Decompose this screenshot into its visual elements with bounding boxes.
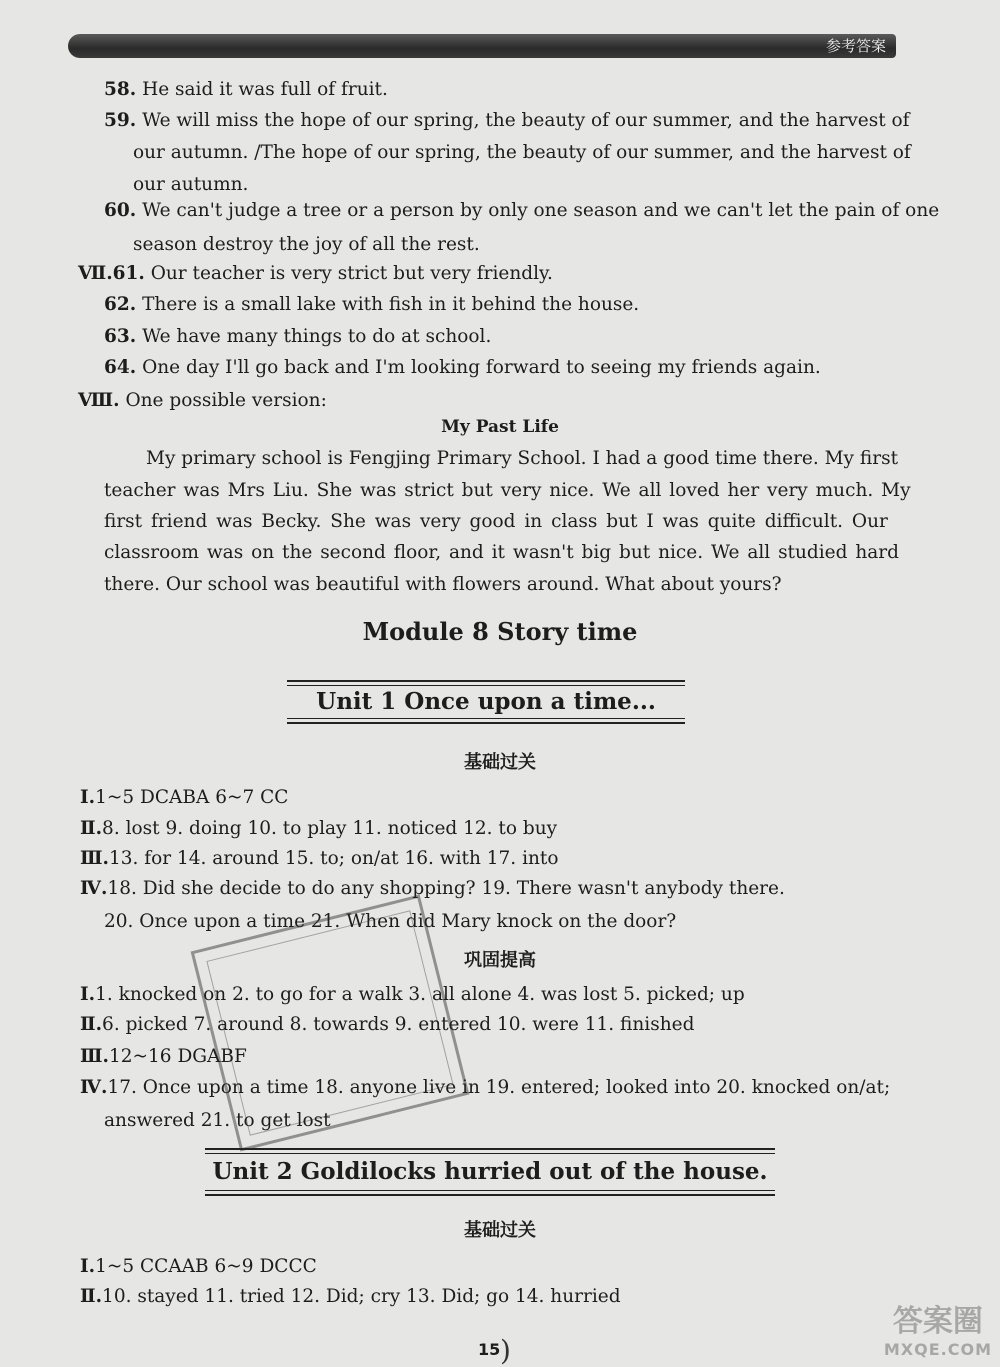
- unit-1-section-basic: 基础过关: [464, 752, 536, 773]
- unit1-adv-row-3: Ⅲ.12~16 DGABF: [80, 1046, 247, 1067]
- answer-64: 64. One day I'll go back and I'm looking forward to seeing my friends again.: [104, 357, 821, 378]
- unit2-basic-row-1: Ⅰ.1~5 CCAAB 6~9 DCCC: [80, 1256, 317, 1277]
- essay-line-5: there. Our school was beautiful with flowers around. What about yours?: [104, 574, 782, 595]
- unit-1-title: Unit 1 Once upon a time...: [287, 680, 685, 724]
- answer-59-cont1: our autumn. /The hope of our spring, the beauty of our summer, and the harvest of: [133, 142, 911, 163]
- section-8-intro: Ⅷ. One possible version:: [78, 390, 327, 411]
- essay-title: My Past Life: [441, 417, 559, 437]
- essay-line-3: first friend was Becky. She was very good in class but I was quite difficult. Our: [104, 511, 888, 532]
- answer-63: 63. We have many things to do at school.: [104, 326, 492, 347]
- watermark-logo: 答案圈 MXQE.COM: [883, 1304, 992, 1359]
- module-title: Module 8 Story time: [362, 617, 638, 646]
- essay-line-4: classroom was on the second floor, and it wasn't big but nice. We all studied hard: [104, 542, 899, 563]
- unit-1-section-advanced: 巩固提高: [464, 950, 536, 971]
- answer-61: Ⅶ.61. Our teacher is very strict but very friendly.: [78, 263, 553, 284]
- answer-58: 58. He said it was full of fruit.: [104, 79, 388, 100]
- unit1-basic-row-5: 20. Once upon a time 21. When did Mary knock on the door?: [104, 911, 677, 932]
- unit1-adv-row-2: Ⅱ.6. picked 7. around 8. towards 9. entered 10. were 11. finished: [80, 1014, 695, 1035]
- essay-line-1: My primary school is Fengjing Primary School. I had a good time there. My first: [146, 448, 899, 469]
- unit1-adv-row-1: Ⅰ.1. knocked on 2. to go for a walk 3. all alone 4. was lost 5. picked; up: [80, 984, 745, 1005]
- unit1-basic-row-1: Ⅰ.1~5 DCABA 6~7 CC: [80, 787, 289, 808]
- header-bar: [68, 34, 896, 58]
- answer-59: 59. We will miss the hope of our spring, the beauty of our summer, and the harvest of: [104, 110, 910, 131]
- essay-line-2: teacher was Mrs Liu. She was strict but very nice. We all loved her very much. My: [104, 480, 911, 501]
- answer-60: 60. We can't judge a tree or a person by only one season and we can't let the pain of one: [104, 200, 940, 221]
- unit1-basic-row-3: Ⅲ.13. for 14. around 15. to; on/at 16. with 17. into: [80, 848, 559, 869]
- unit2-basic-row-2: Ⅱ.10. stayed 11. tried 12. Did; cry 13. Did; go 14. hurried: [80, 1286, 621, 1307]
- unit1-adv-row-5: answered 21. to get lost: [104, 1110, 331, 1131]
- unit1-adv-row-4: Ⅳ.17. Once upon a time 18. anyone live in 19. entered; looked into 20. knocked on/at;: [80, 1077, 891, 1098]
- unit-2-title: Unit 2 Goldilocks hurried out of the house.: [205, 1148, 775, 1196]
- page-number: 15: [478, 1340, 501, 1359]
- answer-62: 62. There is a small lake with fish in it behind the house.: [104, 294, 640, 315]
- unit1-basic-row-4: Ⅳ.18. Did she decide to do any shopping? 19. There wasn't anybody there.: [80, 878, 785, 899]
- page-number-bracket-icon: ): [500, 1334, 511, 1367]
- unit-2-section-basic: 基础过关: [464, 1220, 536, 1241]
- answer-60-cont: season destroy the joy of all the rest.: [133, 234, 480, 255]
- unit1-basic-row-2: Ⅱ.8. lost 9. doing 10. to play 11. noticed 12. to buy: [80, 818, 558, 839]
- answer-59-cont2: our autumn.: [133, 174, 249, 195]
- header-label: 参考答案: [825, 37, 886, 55]
